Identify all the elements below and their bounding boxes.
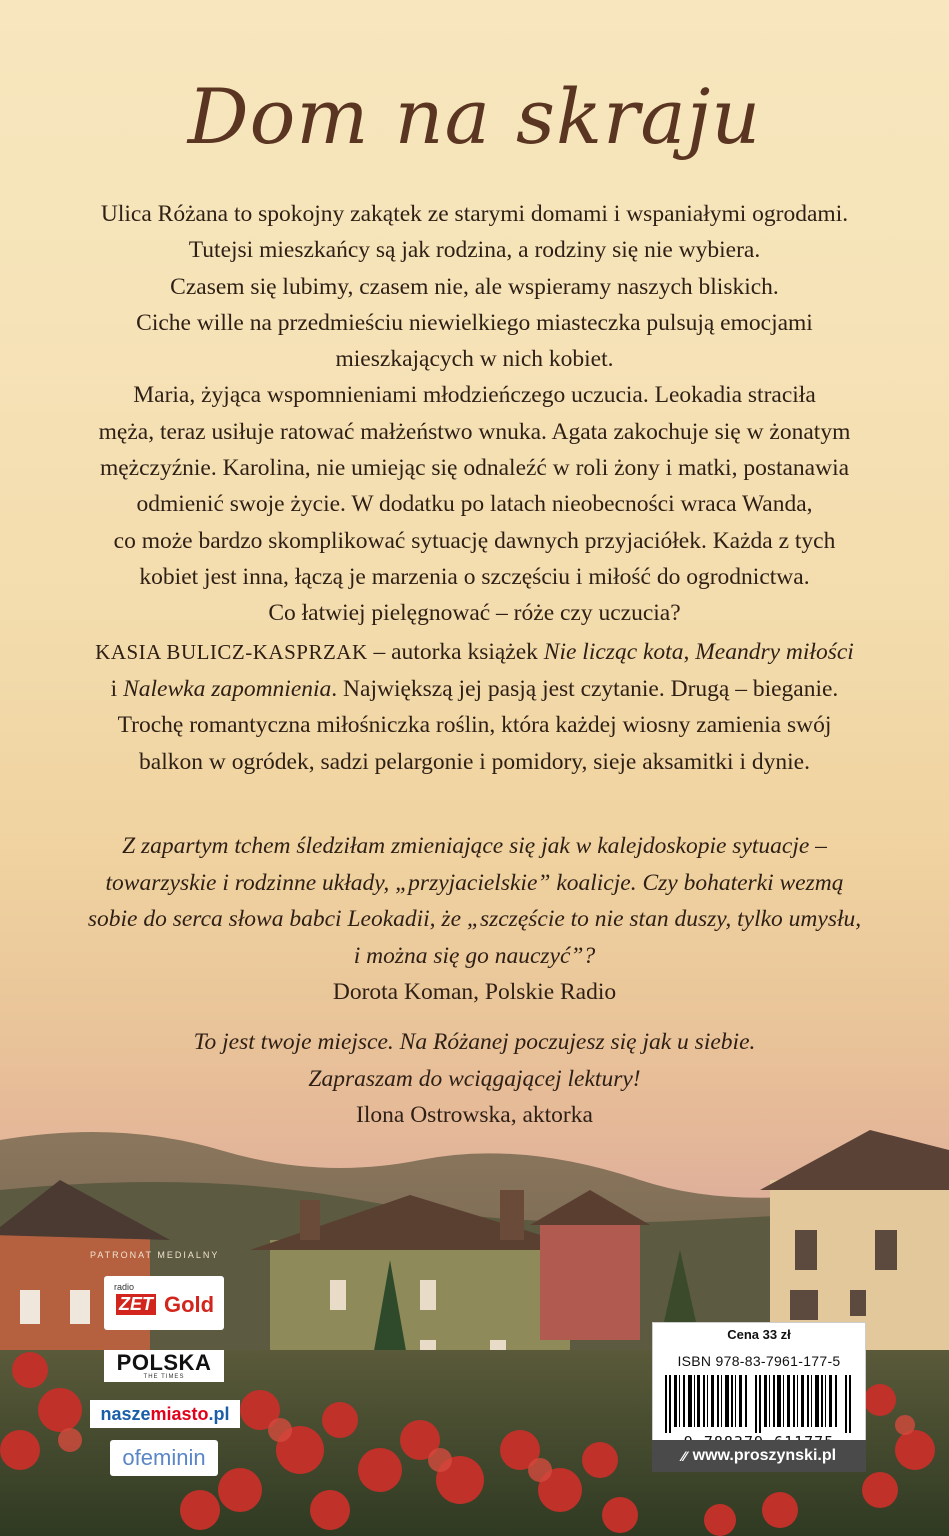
book-title-ref: Nalewka zapomnienia [123, 675, 332, 702]
blurb-line: Ulica Różana to spokojny zakątek ze starymi domami i wspaniałymi ogrodami. [100, 201, 849, 227]
book-title-ref: Nie licząc kota [543, 639, 684, 665]
publisher-logo-icon: ⁄⁄ [681, 1448, 687, 1464]
author-bio [40, 634, 909, 780]
book-blurb [40, 196, 909, 632]
publisher-url [652, 1440, 866, 1472]
author-bio-text: – autorka książek [367, 639, 544, 665]
quote-line: towarzyskie i rodzinne układy, „przyjacielskie” koalicje. Czy bohaterki wezmą [105, 869, 844, 896]
blurb-line: Maria, żyjąca wspomnieniami młodzieńczego uczucia. Leokadia straciła [133, 382, 816, 409]
naszemiasto-logo [90, 1400, 240, 1428]
isbn-label: ISBN 978-83-7961-177-5 [677, 1353, 841, 1369]
book-title: Dom na skraju [187, 72, 762, 161]
media-patronage-label: PATRONAT MEDIALNY [90, 1250, 220, 1260]
logo-text: Gold [164, 1292, 215, 1317]
logo-text: THE TIMES [143, 1374, 185, 1380]
logo-text: POLSKA [116, 1350, 212, 1375]
author-bio-line [40, 671, 909, 708]
logo-text: ZET [116, 1294, 156, 1315]
blurb-line: męża, teraz usiłuje ratować małżeństwo wnuka. Agata zakochuje się w żonatym [98, 418, 851, 445]
radio-zet-gold-logo [104, 1276, 224, 1330]
author-bio-text: i [110, 675, 124, 702]
author-bio-line [40, 634, 909, 671]
book-title-ref: Meandry miłości [695, 639, 854, 665]
blurb-line: mężczyźnie. Karolina, nie umiejąc się odnaleźć w roli żony i matki, postanawia [99, 455, 850, 482]
quote-source: Ilona Ostrowska, aktorka [356, 1102, 593, 1128]
logo-text: radio [114, 1282, 135, 1292]
blurb-line: Ciche wille na przedmieściu niewielkiego miasteczka pulsują emocjami [136, 309, 813, 336]
blurb-line: mieszkających w nich kobiet. [335, 346, 614, 373]
quote-line: To jest twoje miejsce. Na Różanej poczujesz się jak u siebie. [193, 1029, 756, 1055]
blurb-line: Czasem się lubimy, czasem nie, ale wspieramy naszych bliskich. [170, 273, 779, 300]
review-quote-koman [40, 828, 909, 1011]
blurb-line: Co łatwiej pielęgnować – róże czy uczucia? [268, 600, 681, 627]
quote-line: Z zapartym tchem śledziłam zmieniające się jak w kalejdoskopie sytuacje – [122, 833, 827, 859]
author-bio-line: balkon w ogródek, sadzi pelargonie i pomidory, sieje aksamitki i dynie. [139, 748, 810, 775]
author-bio-text: , [683, 639, 696, 665]
blurb-line: kobiet jest inna, łączą je marzenia o szczęściu i miłość do ogrodnictwa. [139, 563, 810, 590]
publisher-url-text: www.proszynski.pl [692, 1447, 837, 1464]
author-bio-line: Trochę romantyczna miłośniczka roślin, która każdej wiosny zamienia swój [117, 712, 832, 738]
blurb-line: co może bardzo skomplikować sytuację dawnych przyjaciółek. Każda z tych [113, 527, 836, 554]
logo-text: miasto [150, 1403, 209, 1424]
blurb-line: Tutejsi mieszkańcy są jak rodzina, a rodziny się nie wybiera. [188, 237, 761, 264]
quote-line: i można się go nauczyć”? [353, 942, 596, 969]
price-label: Cena 33 zł [727, 1327, 791, 1342]
quote-line: Zapraszam do wciągającej lektury! [308, 1065, 641, 1092]
ofeminin-logo: ofeminin [110, 1440, 218, 1476]
logo-text: .pl [208, 1403, 230, 1424]
logo-text: nasze [100, 1403, 151, 1424]
barcode [663, 1375, 855, 1433]
review-quote-ostrowska [40, 1024, 909, 1134]
quote-source: Dorota Koman, Polskie Radio [332, 979, 617, 1005]
blurb-line: odmienić swoje życie. W dodatku po latach nieobecności wraca Wanda, [136, 491, 813, 518]
polska-times-logo [104, 1350, 224, 1382]
author-name: KASIA BULICZ-KASPRZAK [95, 640, 368, 664]
author-bio-text: . Największą jej pasją jest czytanie. Drugą – bieganie. [331, 675, 839, 702]
quote-line: sobie do serca słowa babci Leokadii, że „szczęście to nie stan duszy, tylko umysłu, [87, 906, 862, 932]
